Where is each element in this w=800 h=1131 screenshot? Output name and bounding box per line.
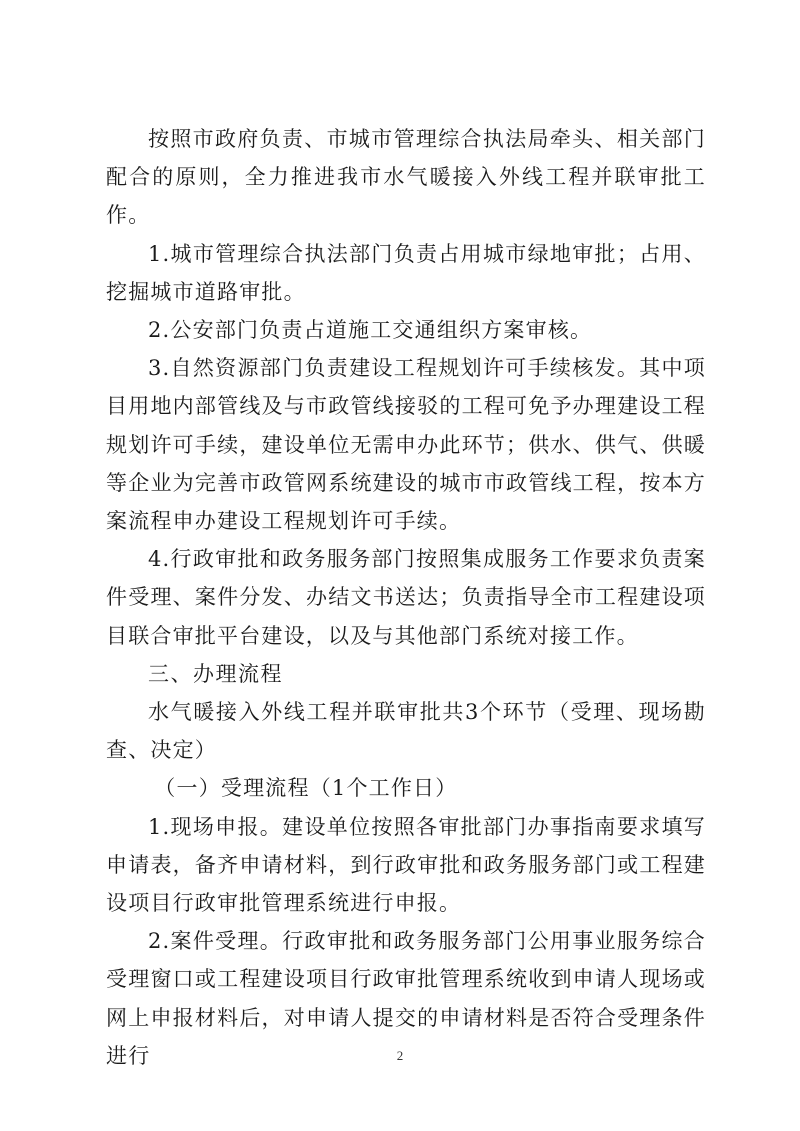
paragraph-urban-management: 1.城市管理综合执法部门负责占用城市绿地审批；占用、挖掘城市道路审批。 bbox=[106, 241, 706, 304]
paragraph-public-security: 2.公安部门负责占道施工交通组织方案审核。 bbox=[148, 318, 593, 343]
document-body bbox=[106, 120, 706, 1075]
step-case-acceptance: 2.案件受理。行政审批和政务服务部门公用事业服务综合受理窗口或工程建设项目行政审批管理系统收到申请人现场或网上申报材料后，对申请人提交的申请材料是否符合受理条件进行 bbox=[106, 929, 706, 1068]
page-number: 2 bbox=[396, 1048, 404, 1063]
section-intro: 水气暖接入外线工程并联审批共3个环节（受理、现场勘查、决定） bbox=[106, 700, 706, 763]
paragraph-natural-resources: 3.自然资源部门负责建设工程规划许可手续核发。其中项目用地内部管线及与市政管线接驳的工程可免予办理建设工程规划许可手续，建设单位无需申办此环节；供水、供气、供暖等企业为完善市政管网系统建设的城市市政管线工程，按本方案流程申办建设工程规划许可手续。 bbox=[106, 356, 706, 534]
step-on-site-declaration: 1.现场申报。建设单位按照各审批部门办事指南要求填写申请表，备齐申请材料，到行政审批和政务服务部门或工程建设项目行政审批管理系统进行申报。 bbox=[106, 814, 706, 916]
subsection-heading: （一）受理流程（1个工作日） bbox=[154, 776, 458, 801]
section-heading: 三、办理流程 bbox=[148, 661, 283, 686]
paragraph-principle: 按照市政府负责、市城市管理综合执法局牵头、相关部门配合的原则，全力推进我市水气暖接入外线工程并联审批工作。 bbox=[106, 127, 706, 228]
paragraph-administrative-approval: 4.行政审批和政务服务部门按照集成服务工作要求负责案件受理、案件分发、办结文书送达；负责指导全市工程建设项目联合审批平台建设，以及与其他部门系统对接工作。 bbox=[106, 547, 706, 648]
